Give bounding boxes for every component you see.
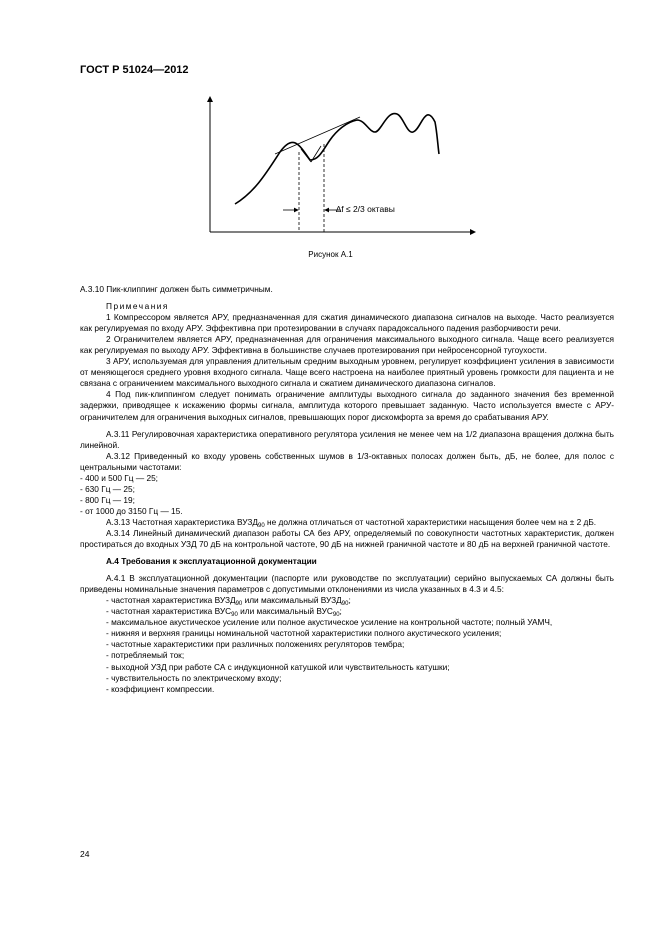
list-item: - коэффициент компрессии. <box>106 683 215 694</box>
list-item: - от 1000 до 3150 Гц — 15. <box>80 505 183 516</box>
list-item: - 400 и 500 Гц — 25; <box>80 472 158 483</box>
document-header: ГОСТ Р 51024—2012 <box>80 64 189 76</box>
clause-a312: А.3.12 Приведенный ко входу уровень собственных шумов в 1/3-октавных полосах должен быть, дБ, не более, для полос с центральными частотами: <box>80 450 614 472</box>
section-a4-title: А.4 Требования к эксплуатационной документации <box>106 556 317 567</box>
notes-title: Примечания <box>106 301 169 312</box>
note-4: 4 Под пик-клиппингом следует понимать ограничение амплитуды выходного сигнала до заданного значения без временной задержки, приводящее к искажению формы сигнала, амплитуда которого превышает заданную. Часто используется вместе с АРУ-ограничителем для ограничения выходных сигналов, превышающих порог дискомфорта за время до срабатывания АРУ. <box>80 389 614 422</box>
tangent-line <box>275 117 360 154</box>
list-item: - частотная характеристика $ВУЗД_{90}$ или максимальный $ВУЗД_{90}$; <box>106 595 351 608</box>
note-2: 2 Ограничителем является АРУ, предназначенная для ограничения максимального выходного сигнала. Чаще всего реализуется как регулируемая по выходу АРУ. Эффективна в большинстве случаев протезирования при нейросенсорной тугоухости. <box>80 334 614 356</box>
clause-a311: А.3.11 Регулировочная характеристика оперативного регулятора усиления не менее чем на 1/2 диапазона вращения должна быть линейной. <box>80 428 614 450</box>
list-item: - чувствительность по электрическому входу; <box>106 672 282 683</box>
figure-caption: Рисунок А.1 <box>308 250 353 259</box>
clause-a310: А.3.10 Пик-клиппинг должен быть симметричным. <box>80 284 273 294</box>
list-item: - частотные характеристики при различных положениях регуляторов тембра; <box>106 639 405 650</box>
delta-annotation: ∆f ≤ 2/3 октавы <box>336 204 395 214</box>
note-3: 3 АРУ, используемая для управления длительным средним выходным уровнем, регулирует коэффициент усиления в зависимости от меняющегося среднего уровня входного сигнала. Чаще всего настроена на наиболее приятный уровень громкости для пациента и не связана с ограничением максимального выходного сигнала и сжатием динамического диапазона сигналов. <box>80 356 614 389</box>
list-item: - потребляемый ток; <box>106 650 185 661</box>
valley-line-left <box>301 149 311 162</box>
page-number: 24 <box>80 849 90 859</box>
body-text <box>80 284 614 695</box>
clause-a41: А.4.1 В эксплуатационной документации (паспорте или руководстве по эксплуатации) серийно выпускаемых СА должны быть приведены номинальные значения параметров с допустимыми отклонениями из числа указанных в 4.3 и 4.5: <box>80 573 614 595</box>
clause-a313: А.3.13 Частотная характеристика $ВУЗД_{90}$ не должна отличаться от частотной характеристики насыщения более чем на ± 2 дБ. <box>106 516 597 529</box>
list-item: - 630 Гц — 25; <box>80 483 135 494</box>
list-item: - частотная характеристика $ВУС_{90}$ или максимальный $ВУС_{90}$; <box>106 606 342 619</box>
list-item: - 800 Гц — 19; <box>80 494 135 505</box>
list-item: - максимальное акустическое усиление или полное акустическое усиление на контрольной частоте; полный УАМЧ, <box>106 617 553 628</box>
clause-a314: А.3.14 Линейный динамический диапазон работы СА без АРУ, определяемый по совокупности частотных характеристик, должен простираться до входных УЗД 70 дБ на контрольной частоте, 90 дБ на нижней граничной частоте и 80 дБ на верхней граничной частоте. <box>80 527 614 550</box>
note-1: 1 Компрессором является АРУ, предназначенная для сжатия динамического диапазона сигналов на выходе. Часто реализуется как регулируемая по входу АРУ. Эффективна при протезировании в случаях парадоксального падения разборчивости речи. <box>80 312 614 334</box>
figure-a1 <box>195 92 485 242</box>
list-item: - нижняя и верхняя границы номинальной частотной характеристики полного акустического усиления; <box>106 628 502 639</box>
list-item: - выходной УЗД при работе СА с индукционной катушкой или чувствительность катушки; <box>106 661 450 672</box>
